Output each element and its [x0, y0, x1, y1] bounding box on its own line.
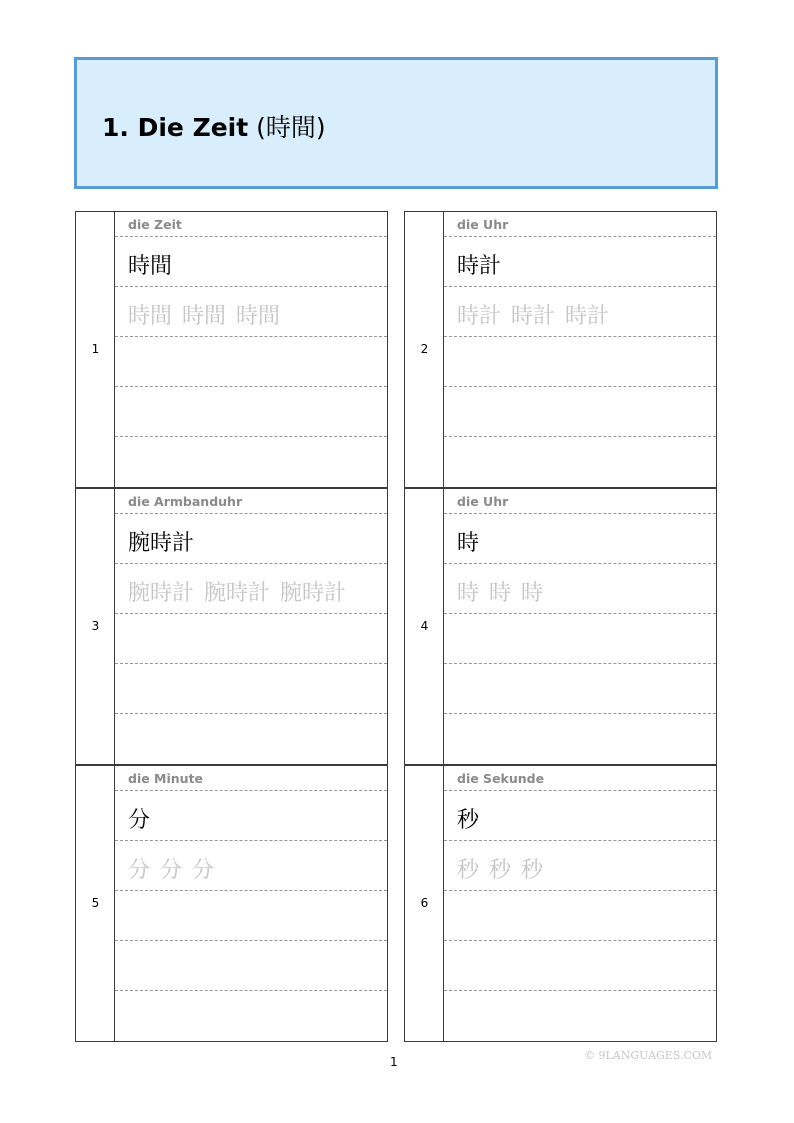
number-column [405, 766, 444, 1041]
number-column [405, 489, 444, 764]
practice-line[interactable] [115, 991, 387, 1041]
practice-line[interactable] [444, 337, 716, 387]
word-label: die Sekunde [457, 771, 545, 786]
trace-word: 時 [521, 581, 544, 606]
trace-word: 分 [192, 858, 215, 883]
trace-word: 時間 [236, 304, 281, 329]
practice-line[interactable] [444, 437, 716, 487]
trace-word: 秒 [521, 858, 544, 883]
practice-line[interactable] [444, 387, 716, 437]
kanji-trace-row [128, 853, 224, 884]
practice-line[interactable] [115, 437, 387, 487]
page-title [102, 108, 326, 144]
trace-word: 分 [160, 858, 183, 883]
word-label: die Minute [128, 771, 204, 786]
title-german: 1. Die Zeit [102, 113, 249, 142]
practice-line[interactable] [444, 941, 716, 991]
title-kanji: (時間) [256, 113, 326, 142]
trace-word: 秒 [457, 858, 480, 883]
practice-line[interactable] [444, 891, 716, 941]
copyright-notice: © 9LANGUAGES.COM [584, 1049, 713, 1062]
card-number: 2 [420, 342, 429, 356]
word-label: die Zeit [128, 217, 182, 232]
kanji-model: 時計 [457, 254, 502, 279]
practice-line[interactable] [115, 387, 387, 437]
page-number: 1 [390, 1055, 398, 1069]
trace-word: 腕時計 [280, 581, 347, 606]
trace-word: 秒 [489, 858, 512, 883]
card-number: 6 [420, 896, 429, 910]
kanji-trace-row [457, 853, 553, 884]
trace-word: 時計 [565, 304, 610, 329]
title-box [74, 57, 718, 189]
card-number: 1 [91, 342, 100, 356]
kanji-trace-row [457, 576, 553, 607]
trace-word: 腕時計 [204, 581, 271, 606]
kanji-model: 秒 [457, 808, 480, 833]
trace-word: 時間 [182, 304, 227, 329]
practice-line[interactable] [444, 991, 716, 1041]
practice-line[interactable] [115, 891, 387, 941]
vocab-card-6 [404, 765, 717, 1042]
word-label: die Armbanduhr [128, 494, 243, 509]
trace-word: 時間 [128, 304, 173, 329]
vocab-card-4 [404, 488, 717, 765]
vocab-card-3 [75, 488, 388, 765]
kanji-trace-row [457, 299, 619, 330]
practice-line[interactable] [444, 614, 716, 664]
number-column [76, 489, 115, 764]
kanji-model: 時間 [128, 254, 173, 279]
kanji-model: 分 [128, 808, 151, 833]
trace-word: 時 [489, 581, 512, 606]
word-label: die Uhr [457, 217, 509, 232]
practice-line[interactable] [444, 664, 716, 714]
trace-word: 時計 [511, 304, 556, 329]
practice-line[interactable] [115, 714, 387, 764]
word-label: die Uhr [457, 494, 509, 509]
vocab-card-5 [75, 765, 388, 1042]
number-column [76, 212, 115, 487]
practice-line[interactable] [115, 664, 387, 714]
practice-line[interactable] [444, 714, 716, 764]
vocab-card-2 [404, 211, 717, 488]
trace-word: 時計 [457, 304, 502, 329]
card-number: 4 [420, 619, 429, 633]
practice-line[interactable] [115, 941, 387, 991]
vocab-card-1 [75, 211, 388, 488]
card-number: 3 [91, 619, 100, 633]
trace-word: 時 [457, 581, 480, 606]
practice-line[interactable] [115, 614, 387, 664]
trace-word: 腕時計 [128, 581, 195, 606]
kanji-model: 腕時計 [128, 531, 195, 556]
practice-line[interactable] [115, 337, 387, 387]
number-column [76, 766, 115, 1041]
kanji-trace-row [128, 576, 356, 607]
kanji-trace-row [128, 299, 290, 330]
kanji-model: 時 [457, 531, 480, 556]
trace-word: 分 [128, 858, 151, 883]
number-column [405, 212, 444, 487]
card-number: 5 [91, 896, 100, 910]
